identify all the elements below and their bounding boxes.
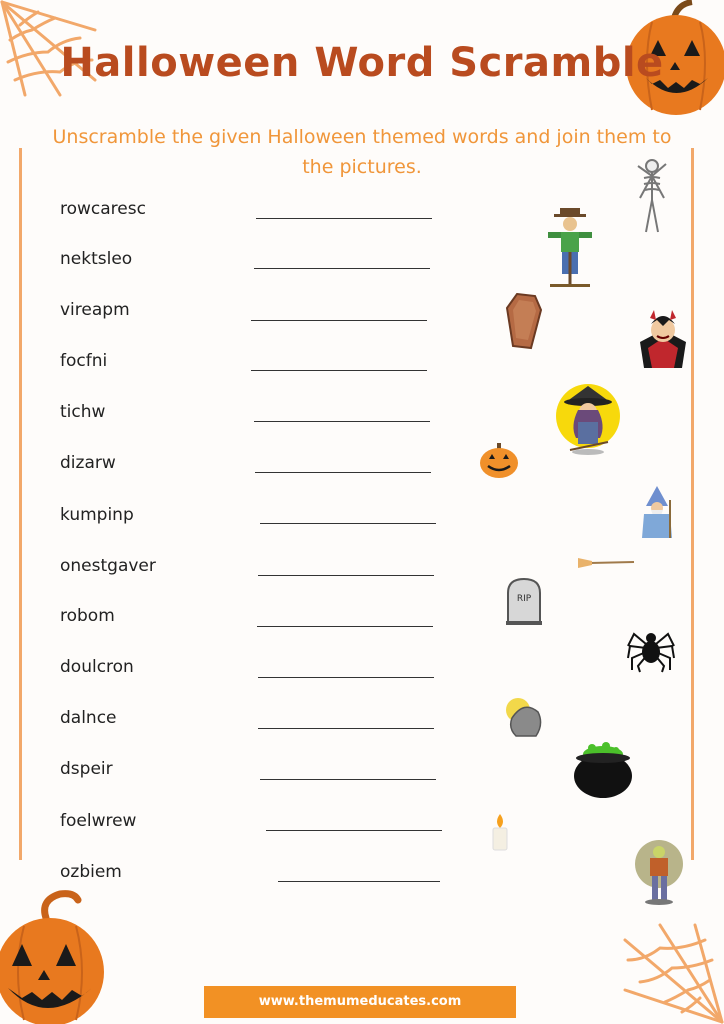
wizard-icon[interactable] [638, 484, 676, 540]
scrambled-word: kumpinp [60, 505, 134, 525]
zombie-icon[interactable] [634, 838, 684, 906]
scrambled-word: tichw [60, 402, 106, 422]
skeleton-icon[interactable] [632, 158, 672, 234]
answer-line[interactable] [258, 728, 434, 729]
coffin-icon[interactable] [505, 292, 543, 350]
scrambled-word: ozbiem [60, 862, 122, 882]
scrambled-word: robom [60, 606, 115, 626]
scrambled-word: doulcron [60, 657, 134, 677]
pumpkin-icon[interactable] [479, 443, 519, 479]
scrambled-word: foelwrew [60, 811, 137, 831]
answer-line[interactable] [254, 268, 430, 269]
gravestone-icon[interactable] [504, 577, 544, 625]
instructions: Unscramble the given Halloween themed words and join them to the pictures. [52, 126, 672, 178]
scrambled-word: nektsleo [60, 249, 133, 269]
answer-line[interactable] [258, 677, 434, 678]
jack-o-lantern-bottom-left-icon [0, 888, 108, 1024]
left-border [19, 148, 22, 860]
answer-line[interactable] [258, 575, 434, 576]
answer-line[interactable] [251, 320, 427, 321]
scrambled-word: onestgaver [60, 556, 156, 576]
answer-line[interactable] [260, 523, 436, 524]
broom-icon[interactable] [576, 556, 636, 570]
cauldron-icon[interactable] [572, 742, 634, 800]
scrambled-word: dalnce [60, 708, 117, 728]
vampire-icon[interactable] [638, 308, 688, 370]
right-border [691, 148, 694, 860]
scarecrow-icon[interactable] [546, 206, 594, 288]
moon-bat-icon[interactable] [504, 694, 544, 738]
scrambled-word: vireapm [60, 300, 130, 320]
witch-icon[interactable] [556, 382, 620, 456]
scrambled-word: dizarw [60, 453, 116, 473]
rip-text: RIP [516, 594, 532, 604]
scrambled-word: focfni [60, 351, 108, 371]
answer-line[interactable] [254, 421, 430, 422]
answer-line[interactable] [256, 218, 432, 219]
spider-icon[interactable] [626, 622, 676, 674]
answer-line[interactable] [278, 881, 440, 882]
answer-line[interactable] [257, 626, 433, 627]
scrambled-word: rowcaresc [60, 199, 146, 219]
answer-line[interactable] [251, 370, 427, 371]
page-title: Halloween Word Scramble [60, 40, 664, 86]
answer-line[interactable] [255, 472, 431, 473]
answer-line[interactable] [266, 830, 442, 831]
answer-line[interactable] [260, 779, 436, 780]
spiderweb-bottom-right-icon [620, 920, 724, 1024]
candle-icon[interactable] [488, 812, 512, 852]
scrambled-word: dspeir [60, 759, 113, 779]
footer-url[interactable]: www.themumeducates.com [204, 986, 516, 1018]
